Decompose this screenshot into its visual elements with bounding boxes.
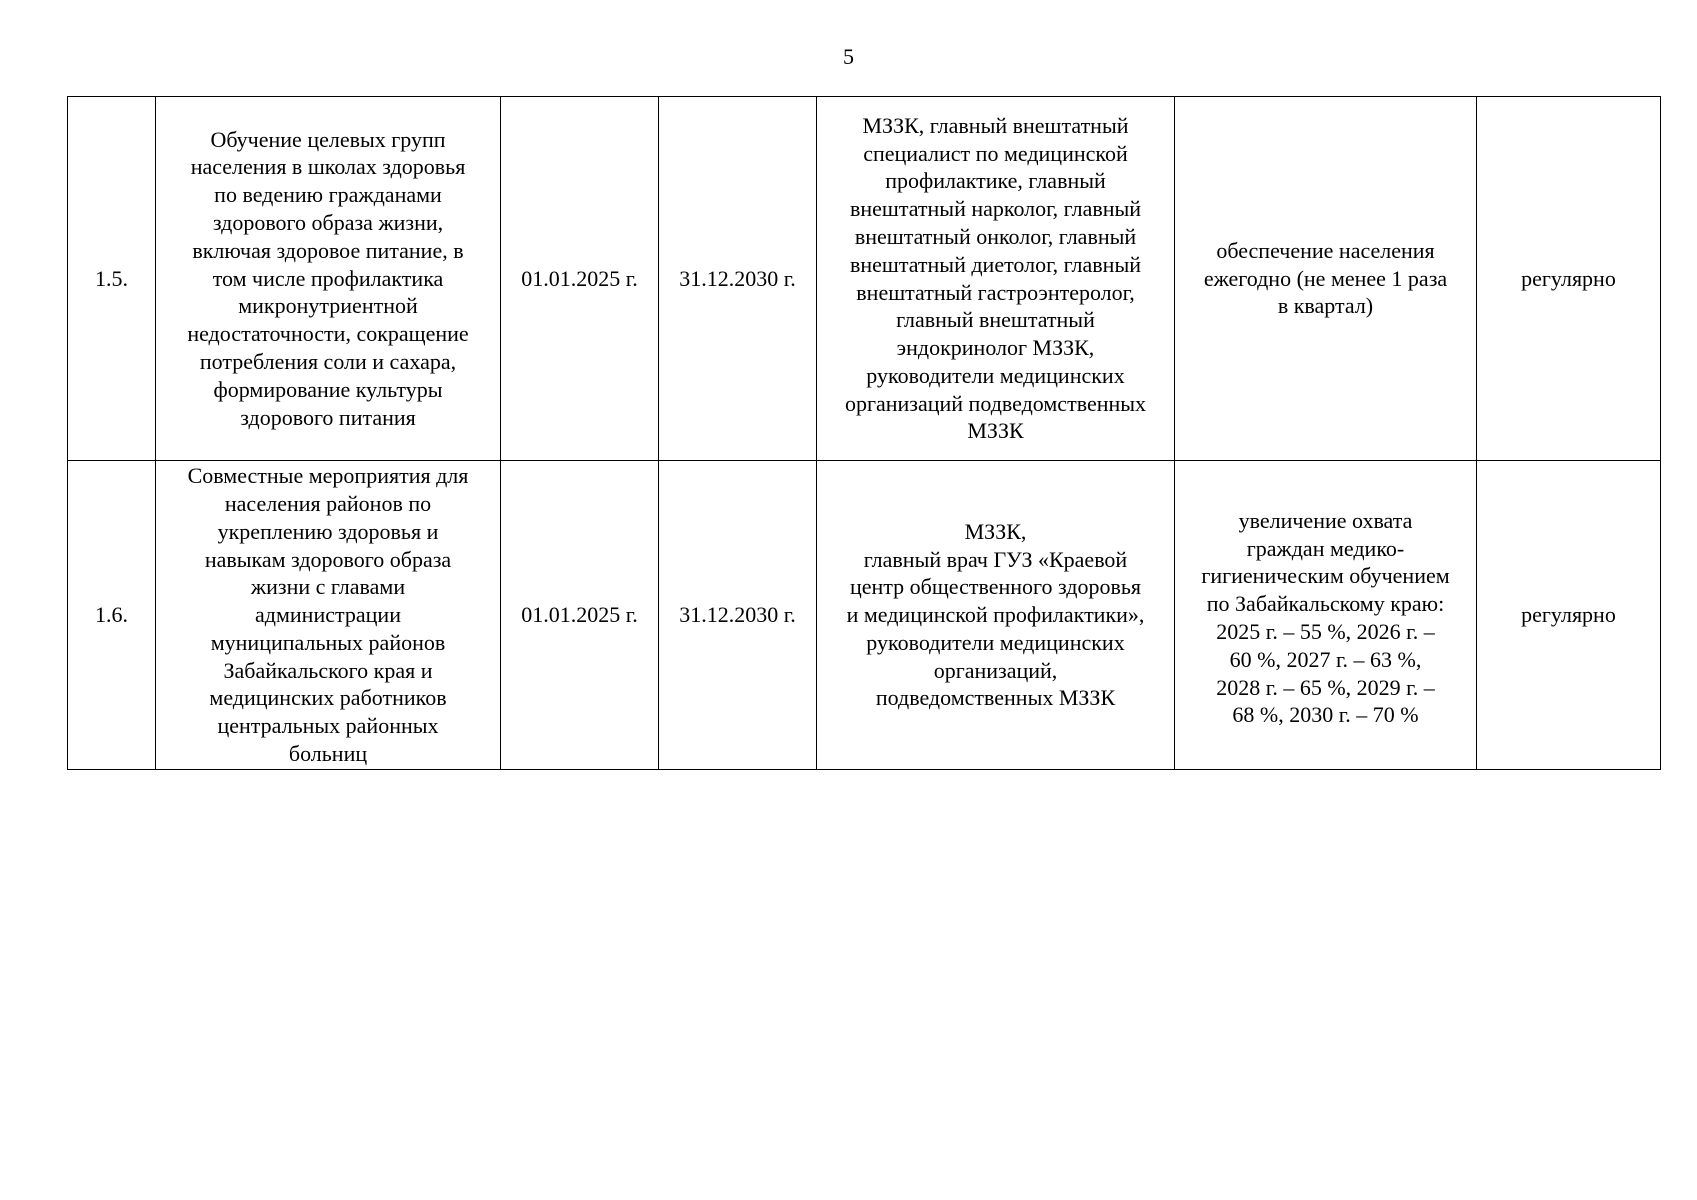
end-date: 31.12.2030 г. <box>679 265 796 291</box>
activity-plan-table <box>67 96 1661 770</box>
end-date: 31.12.2030 г. <box>679 602 796 628</box>
page-number: 5 <box>843 44 854 69</box>
table-row <box>68 461 1661 770</box>
row-number-cell <box>68 461 156 770</box>
activity-text: Обучение целевых групп населения в школах здоровья по ведению гражданами здорового образа жизни, включая здоровое питание, в том числе профилактика микронутриентной недостаточности, сокращение потребления соли и сахара, формирование культуры здорового питания <box>187 126 469 430</box>
result-cell <box>1175 97 1477 461</box>
responsible-cell <box>817 97 1175 461</box>
responsible-cell <box>817 461 1175 770</box>
start-date: 01.01.2025 г. <box>521 602 638 628</box>
end-date-cell <box>659 461 817 770</box>
frequency-text: регулярно <box>1521 602 1616 628</box>
start-date-cell <box>501 97 659 461</box>
frequency-text: регулярно <box>1521 265 1616 291</box>
activity-cell <box>156 461 501 770</box>
responsible-text: МЗЗК, главный внештатный специалист по медицинской профилактике, главный внештатный нарколог, главный внештатный онколог, главный внештатный диетолог, главный внештатный гастроэнтеролог, главный внештатный эндокринолог МЗЗК, руководители медицинских организаций подведомственных МЗЗК <box>844 112 1147 444</box>
row-number: 1.5. <box>95 265 128 291</box>
frequency-cell <box>1477 461 1661 770</box>
start-date-cell <box>501 461 659 770</box>
start-date: 01.01.2025 г. <box>521 265 638 291</box>
row-number-cell <box>68 97 156 461</box>
table-row <box>68 97 1661 461</box>
end-date-cell <box>659 97 817 461</box>
activity-cell <box>156 97 501 461</box>
result-cell <box>1175 461 1477 770</box>
frequency-cell <box>1477 97 1661 461</box>
activity-text: Совместные мероприятия для населения районов по укреплению здоровья и навыкам здорового образа жизни с главами администрации муниципальных районов Забайкальского края и медицинских работников центральных районных больниц <box>187 463 469 767</box>
responsible-text: МЗЗК, главный врач ГУЗ «Краевой центр общественного здоровья и медицинской профилактики», руководители медицинских организаций, подведомственных МЗЗК <box>846 518 1145 711</box>
result-text: увеличение охвата граждан медико- гигиеническим обучением по Забайкальскому краю: 2025 г. – 55 %, 2026 г. – 60 %, 2027 г. – 63 %, 2028 г. – 65 %, 2029 г. – 68 %, 2030 г. – 70 % <box>1201 507 1450 728</box>
row-number: 1.6. <box>95 602 128 628</box>
result-text: обеспечение населения ежегодно (не менее 1 раза в квартал) <box>1203 237 1448 319</box>
